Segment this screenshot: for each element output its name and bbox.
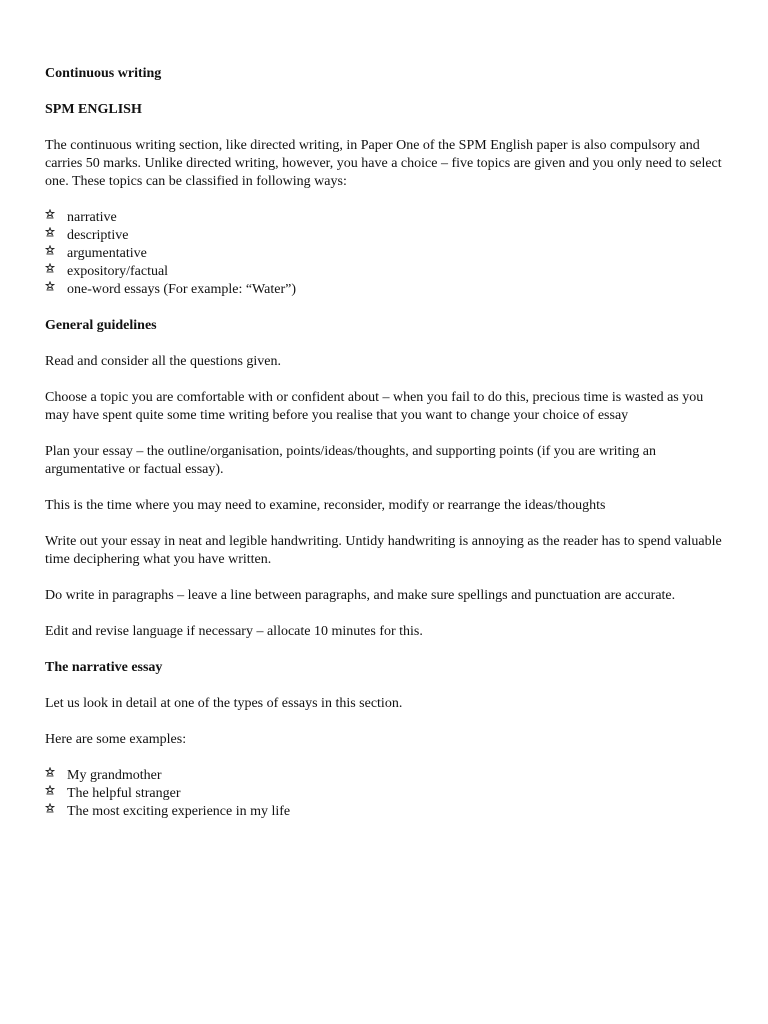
guidelines-heading: General guidelines <box>45 318 157 333</box>
star-bullet-icon <box>45 785 55 795</box>
list-item <box>45 281 725 299</box>
list-item <box>45 245 725 263</box>
guideline-paragraph: This is the time where you may need to examine, reconsider, modify or rearrange the ideas/thoughts <box>45 498 606 513</box>
guideline-paragraph: Do write in paragraphs – leave a line between paragraphs, and make sure spellings and punctuation are accurate. <box>45 588 676 603</box>
guideline-paragraph: Write out your essay in neat and legible handwriting. Untidy handwriting is annoying as the reader has to spend valuable time deciphering what you have written. <box>45 534 722 567</box>
star-bullet-icon <box>45 209 55 219</box>
intro-paragraph: The continuous writing section, like directed writing, in Paper One of the SPM English paper is also compulsory and carries 50 marks. Unlike directed writing, however, you have a choice – five topics are given and you only need to select one. These topics can be classified in following ways: <box>45 138 722 189</box>
list-item-text: The most exciting experience in my life <box>67 804 291 819</box>
list-item <box>45 263 725 281</box>
list-item-text: descriptive <box>67 228 129 243</box>
star-bullet-icon <box>45 263 55 273</box>
list-item <box>45 209 725 227</box>
guideline-paragraph: Edit and revise language if necessary – allocate 10 minutes for this. <box>45 624 423 639</box>
document-page <box>45 65 725 839</box>
list-item <box>45 803 725 821</box>
narrative-paragraph: Let us look in detail at one of the types of essays in this section. <box>45 696 403 711</box>
document-title: Continuous writing <box>45 66 162 81</box>
list-item-text: narrative <box>67 210 117 225</box>
narrative-heading: The narrative essay <box>45 660 163 675</box>
star-bullet-icon <box>45 803 55 813</box>
list-item <box>45 767 725 785</box>
star-bullet-icon <box>45 767 55 777</box>
guideline-paragraph: Choose a topic you are comfortable with or confident about – when you fail to do this, precious time is wasted as you may have spent quite some time writing before you realise that you want to change your choice of essay <box>45 390 704 423</box>
list-item-text: expository/factual <box>67 264 169 279</box>
narrative-examples-list <box>45 767 725 821</box>
list-item-text: one-word essays (For example: “Water”) <box>67 282 297 297</box>
narrative-paragraph: Here are some examples: <box>45 732 187 747</box>
star-bullet-icon <box>45 245 55 255</box>
list-item-text: My grandmother <box>67 768 162 783</box>
list-item-text: The helpful stranger <box>67 786 181 801</box>
star-bullet-icon <box>45 227 55 237</box>
guideline-paragraph: Read and consider all the questions given. <box>45 354 281 369</box>
list-item <box>45 785 725 803</box>
guideline-paragraph: Plan your essay – the outline/organisation, points/ideas/thoughts, and supporting points (if you are writing an argumentative or factual essay). <box>45 444 656 477</box>
star-bullet-icon <box>45 281 55 291</box>
list-item <box>45 227 725 245</box>
topic-types-list <box>45 209 725 299</box>
list-item-text: argumentative <box>67 246 147 261</box>
document-subtitle: SPM ENGLISH <box>45 102 142 117</box>
